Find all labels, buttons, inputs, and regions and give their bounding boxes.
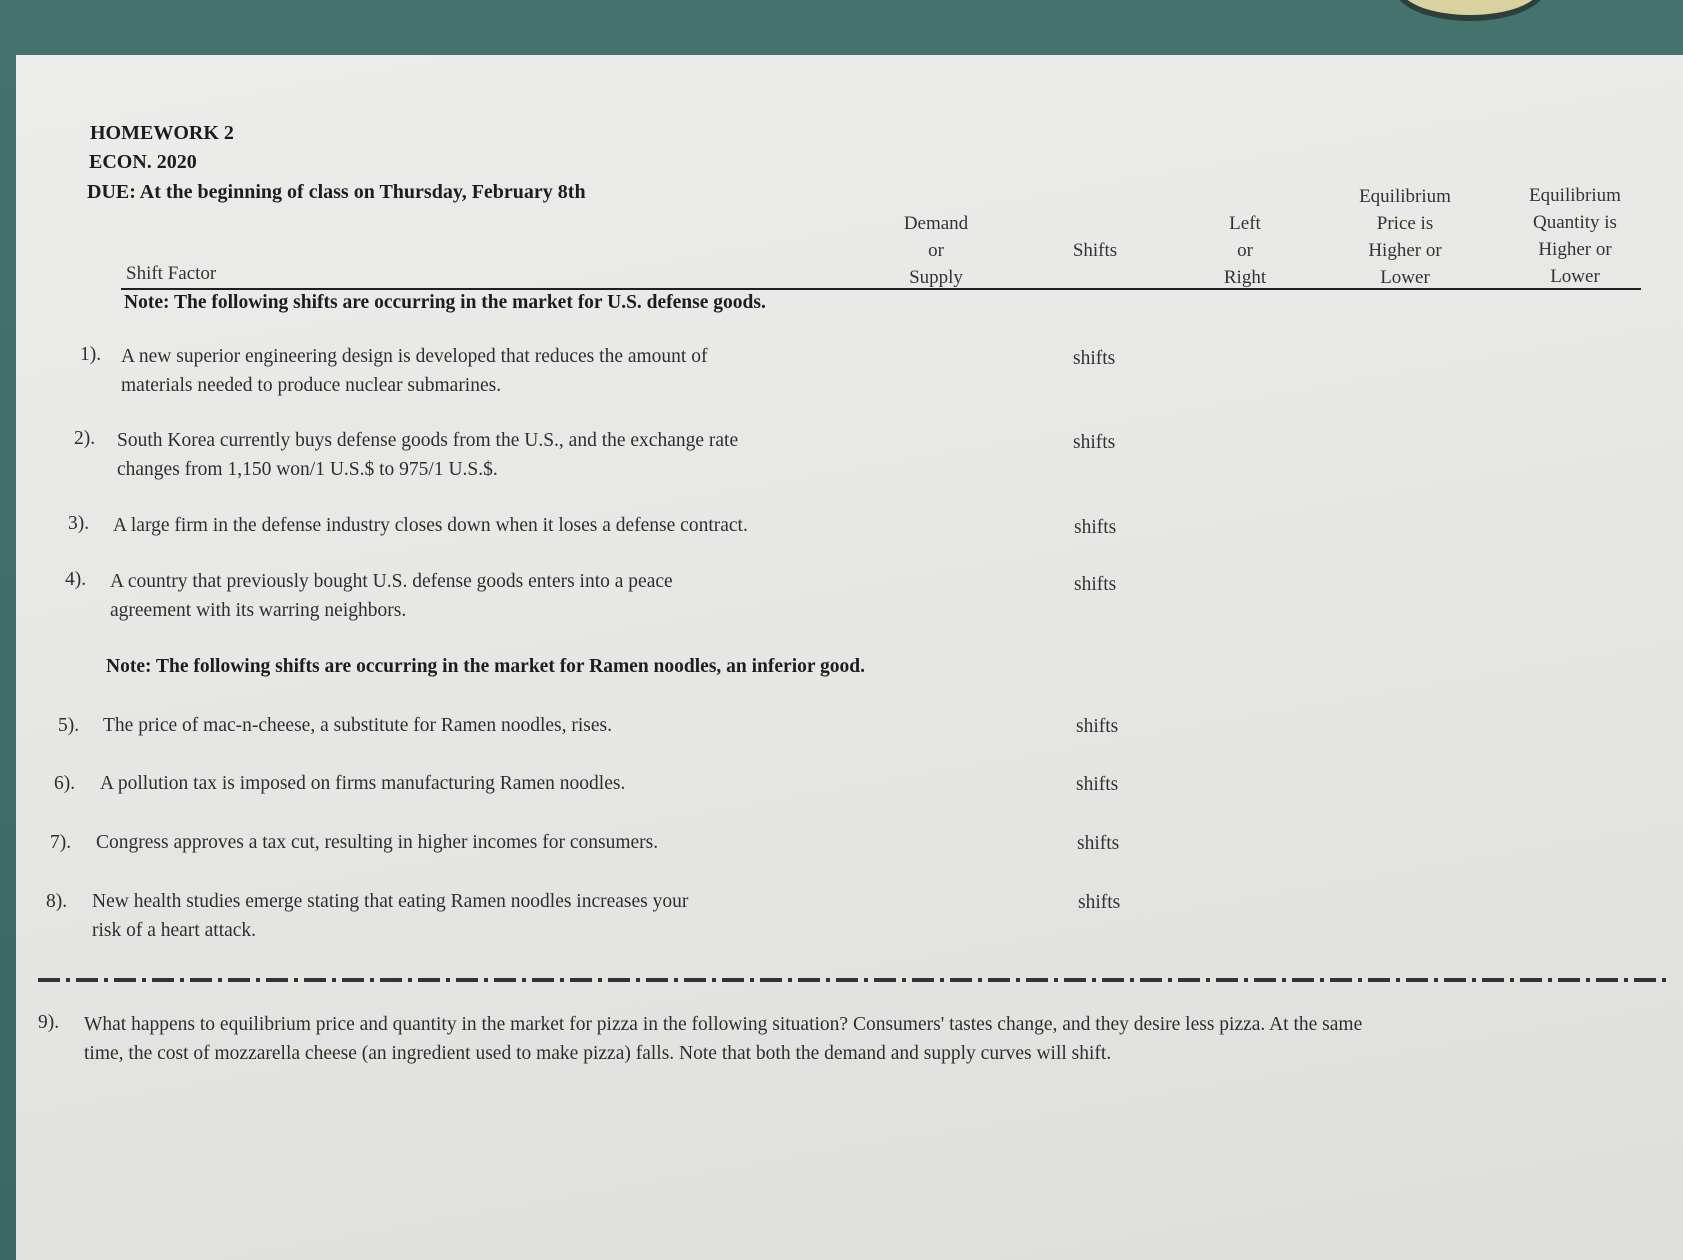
- item-line: What happens to equilibrium price and quantity in the market for pizza in the following situation? Consumers' tastes change, and they desire less pizza. At the same: [84, 1014, 1363, 1035]
- item-text: [121, 342, 707, 400]
- item-text: [96, 828, 658, 857]
- col-equilibrium-price: [1340, 183, 1470, 291]
- section-note-ramen: Note: The following shifts are occurring in the market for Ramen noodles, an inferior good.: [106, 656, 866, 677]
- item-line: A new superior engineering design is developed that reduces the amount of: [121, 346, 708, 367]
- shifts-label: shifts: [1073, 432, 1116, 453]
- col-label: Supply: [909, 267, 963, 288]
- col-left-or-right: [1195, 210, 1295, 291]
- item-line: Congress approves a tax cut, resulting in higher incomes for consumers.: [96, 832, 659, 853]
- shifts-label: shifts: [1073, 348, 1116, 369]
- item-line: South Korea currently buys defense goods from the U.S., and the exchange rate: [117, 430, 739, 451]
- col-shift-factor: Shift Factor: [126, 263, 217, 284]
- item-text: [92, 887, 688, 945]
- col-label: Higher or: [1538, 239, 1612, 260]
- section-note-defense: Note: The following shifts are occurring in the market for U.S. defense goods.: [124, 292, 766, 313]
- col-label: Equilibrium: [1529, 185, 1621, 206]
- col-label: Lower: [1550, 266, 1600, 287]
- item-line: The price of mac-n-cheese, a substitute for Ramen noodles, rises.: [103, 715, 612, 736]
- col-demand-or-supply: [886, 210, 986, 291]
- item-text: [100, 769, 625, 798]
- course-code: ECON. 2020: [89, 151, 197, 173]
- col-label: Price is: [1376, 213, 1434, 234]
- col-label: Left: [1229, 213, 1261, 234]
- col-label: Demand: [903, 213, 969, 234]
- item-line: risk of a heart attack.: [92, 920, 257, 941]
- item-number: 6).: [54, 773, 76, 794]
- shifts-label: shifts: [1074, 574, 1117, 595]
- question-9-text: [84, 1010, 1362, 1068]
- item-line: changes from 1,150 won/1 U.S.$ to 975/1 U.S.$.: [117, 459, 498, 480]
- shifts-label: shifts: [1078, 892, 1121, 913]
- shifts-label: shifts: [1076, 774, 1119, 795]
- item-text: [110, 567, 673, 625]
- col-label: Higher or: [1368, 240, 1442, 261]
- shifts-label: shifts: [1074, 517, 1117, 538]
- item-number: 9).: [38, 1012, 60, 1033]
- item-number: 2).: [74, 428, 96, 449]
- item-number: 1).: [80, 344, 102, 365]
- col-label: Equilibrium: [1359, 186, 1451, 207]
- item-number: 8).: [46, 891, 68, 912]
- header-rule: [121, 288, 1641, 290]
- item-line: time, the cost of mozzarella cheese (an ingredient used to make pizza) falls. Note that both the demand and supply curves will shift.: [84, 1043, 1112, 1064]
- item-text: [103, 711, 612, 740]
- item-number: 7).: [50, 832, 72, 853]
- col-shifts: Shifts: [1072, 240, 1118, 261]
- item-line: agreement with its warring neighbors.: [110, 600, 407, 621]
- item-line: A country that previously bought U.S. defense goods enters into a peace: [110, 571, 673, 592]
- item-number: 3).: [68, 513, 90, 534]
- col-equilibrium-quantity: [1510, 182, 1640, 290]
- dashed-separator: [38, 978, 1668, 982]
- item-text: [113, 511, 748, 540]
- col-label: Quantity is: [1533, 212, 1617, 233]
- item-line: New health studies emerge stating that eating Ramen noodles increases your: [92, 891, 689, 912]
- item-line: materials needed to produce nuclear submarines.: [121, 375, 502, 396]
- shifts-label: shifts: [1077, 833, 1120, 854]
- due-date: DUE: At the beginning of class on Thursday, February 8th: [87, 181, 586, 203]
- col-label: or: [928, 240, 944, 261]
- col-label: Right: [1223, 267, 1267, 288]
- homework-title: HOMEWORK 2: [90, 122, 234, 144]
- col-label: Lower: [1380, 267, 1430, 288]
- item-line: A large firm in the defense industry closes down when it loses a defense contract.: [113, 515, 748, 536]
- item-number: 4).: [65, 569, 87, 590]
- item-line: A pollution tax is imposed on firms manufacturing Ramen noodles.: [100, 773, 626, 794]
- item-text: [117, 426, 738, 484]
- col-label: or: [1237, 240, 1253, 261]
- shifts-label: shifts: [1076, 716, 1119, 737]
- item-number: 5).: [58, 715, 80, 736]
